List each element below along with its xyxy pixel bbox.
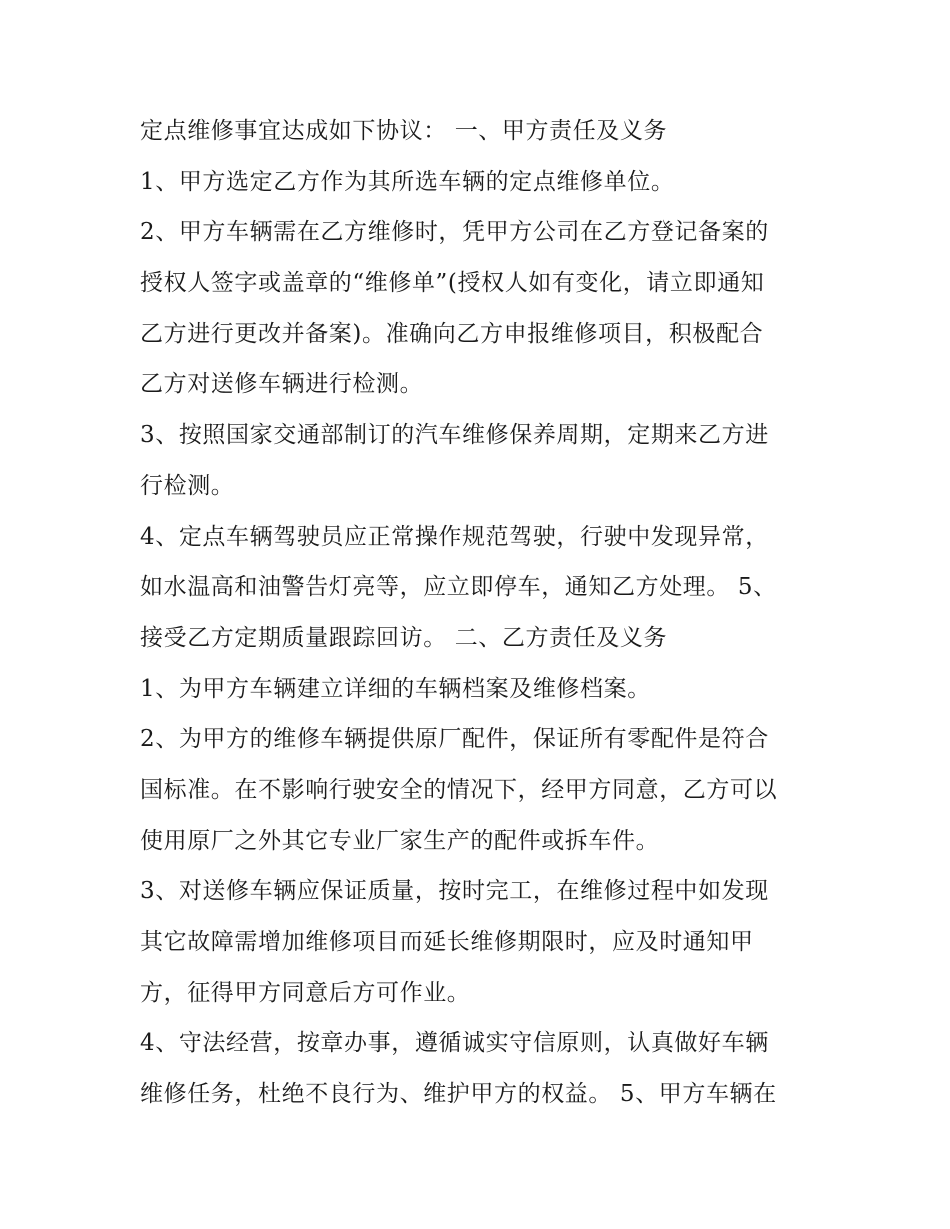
text-line: 方，征得甲方同意后方可作业。 — [140, 979, 471, 1006]
text-line: 国标准。在不影响行驶安全的情况下，经甲方同意，乙方可以 — [140, 776, 778, 803]
text-line: 乙方进行更改并备案)。准确向乙方申报维修项目，积极配合 — [140, 320, 764, 347]
text-line: 行检测。 — [140, 472, 235, 499]
document-body — [140, 106, 830, 1120]
text-line: 1、甲方选定乙方作为其所选车辆的定点维修单位。 — [140, 168, 675, 195]
text-line: 其它故障需增加维修项目而延长维修期限时，应及时通知甲 — [140, 929, 754, 955]
text-line: 3、对送修车辆应保证质量，按时完工，在维修过程中如发现 — [140, 878, 769, 905]
text-line: 2、为甲方的维修车辆提供原厂配件，保证所有零配件是符合 — [140, 726, 769, 753]
text-line: 乙方对送修车辆进行检测。 — [140, 371, 424, 398]
text-line: 4、定点车辆驾驶员应正常操作规范驾驶，行驶中发现异常， — [140, 523, 769, 550]
text-line: 3、按照国家交通部制订的汽车维修保养周期，定期来乙方进 — [140, 422, 769, 449]
text-line: 定点维修事宜达成如下协议： 一、甲方责任及义务 — [140, 118, 668, 144]
text-line: 4、守法经营，按章办事，遵循诚实守信原则，认真做好车辆 — [140, 1030, 769, 1057]
text-line: 1、为甲方车辆建立详细的车辆档案及维修档案。 — [140, 675, 651, 702]
text-line: 2、甲方车辆需在乙方维修时，凭甲方公司在乙方登记备案的 — [140, 219, 769, 246]
text-line: 使用原厂之外其它专业厂家生产的配件或拆车件。 — [140, 827, 660, 854]
text-line: 维修任务，杜绝不良行为、维护甲方的权益。 5、甲方车辆在 — [140, 1081, 777, 1108]
text-line: 接受乙方定期质量跟踪回访。 二、乙方责任及义务 — [140, 624, 668, 651]
text-line: 授权人签字或盖章的“维修单”(授权人如有变化，请立即通知 — [140, 270, 765, 297]
text-line: 如水温高和油警告灯亮等，应立即停车，通知乙方处理。 5、 — [140, 574, 777, 601]
